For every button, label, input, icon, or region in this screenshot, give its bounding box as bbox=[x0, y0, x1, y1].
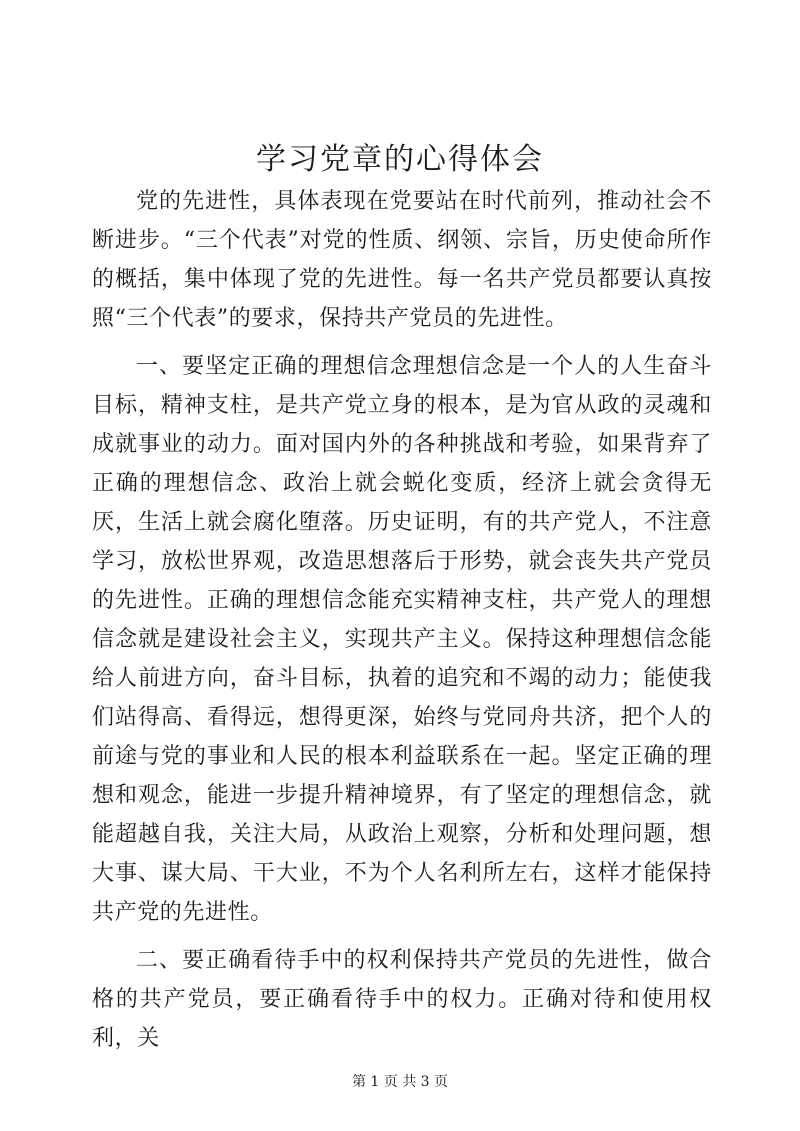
document-body bbox=[92, 182, 712, 1067]
paragraph-section-1: 一、要坚定正确的理想信念理想信念是一个人的人生奋斗目标，精神支柱，是共产党立身的根本，是为官从政的灵魂和成就事业的动力。面对国内外的各种挑战和考验，如果背弃了正确的理想信念、政治上就会蜕化变质，经济上就会贪得无厌，生活上就会腐化堕落。历史证明，有的共产党人，不注意学习，放松世界观，改造思想落后于形势，就会丧失共产党员的先进性。正确的理想信念能充实精神支柱，共产党人的理想信念就是建设社会主义，实现共产主义。保持这种理想信念能给人前进方向，奋斗目标，执着的追究和不竭的动力；能使我们站得高、看得远，想得更深，始终与党同舟共济，把个人的前途与党的事业和人民的根本利益联系在一起。坚定正确的理想和观念，能进一步提升精神境界，有了坚定的理想信念，就能超越自我，关注大局，从政治上观察，分析和处理问题，想大事、谋大局、干大业，不为个人名利所左右，这样才能保持共产党的先进性。 bbox=[92, 354, 712, 925]
page-number-footer: 第 1 页 共 3 页 bbox=[351, 1074, 449, 1090]
document-title: 学习党章的心得体会 bbox=[256, 142, 544, 177]
paragraph-section-2: 二、要正确看待手中的权利保持共产党员的先进性，做合格的共产党员，要正确看待手中的权力。正确对待和使用权利，关 bbox=[92, 948, 712, 1051]
paragraph-intro: 党的先进性，具体表现在党要站在时代前列，推动社会不断进步。“三个代表”对党的性质、纲领、宗旨，历史使命所作的概括，集中体现了党的先进性。每一名共产党员都要认真按照“三个代表”的要求，保持共产党员的先进性。 bbox=[92, 189, 712, 331]
